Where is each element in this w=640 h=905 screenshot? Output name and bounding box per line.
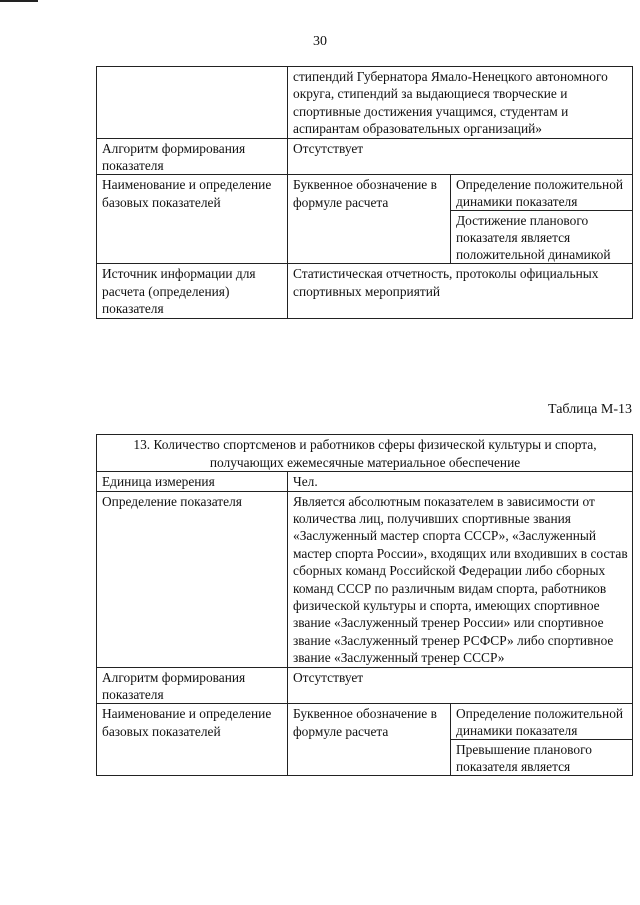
- unit-label: Единица измерения: [97, 472, 288, 491]
- indicator-title: 13. Количество спортсменов и работников сферы физической культуры и спорта, получающих ежемесячные материальное обеспечение: [97, 435, 633, 472]
- table-row: [97, 472, 633, 491]
- table-row: [97, 138, 633, 175]
- table-row: [97, 435, 633, 472]
- algorithm-value: Отсутствует: [288, 667, 633, 704]
- letter-designation-label: Буквенное обозначение в формуле расчета: [288, 704, 451, 776]
- base-indicator-definition: Определение положительной динамики показателя: [451, 175, 633, 211]
- indicator-table-continued: [96, 66, 633, 319]
- unit-value: Чел.: [288, 472, 633, 491]
- page-number: 30: [313, 34, 327, 49]
- source-label: Источник информации для расчета (определения) показателя: [97, 264, 288, 318]
- table-row: [97, 67, 633, 139]
- definition-value: Является абсолютным показателем в зависимости от количества лиц, получивших спортивные звания «Заслуженный мастер спорта СССР», «Заслуженный мастер спорта России», входящих или входивших в состав сборных команд Российской Федерации либо сборных команд СССР по различным видам спорта, работников физической культуры и спорта, имеющих спортивное звание «Заслуженный тренер России» или спортивное звание «Заслуженный тренер РСФСР» либо спортивное звание «Заслуженный тренер СССР»: [288, 491, 633, 667]
- algorithm-value: Отсутствует: [288, 138, 633, 175]
- source-value: Статистическая отчетность, протоколы официальных спортивных мероприятий: [288, 264, 633, 318]
- base-indicators-label: Наименование и определение базовых показателей: [97, 704, 288, 776]
- definition-label: Определение показателя: [97, 491, 288, 667]
- table-caption: Таблица М-13: [548, 402, 632, 417]
- scholarship-text-cell: стипендий Губернатора Ямало-Ненецкого автономного округа, стипендий за выдающиеся творческие и спортивные достижения учащимся, студентам и аспирантам образовательных организаций»: [288, 67, 633, 139]
- table-row: [97, 667, 633, 704]
- table-row: [97, 704, 633, 740]
- indicator-table-m13: [96, 434, 633, 776]
- algorithm-label: Алгоритм формирования показателя: [97, 667, 288, 704]
- table-row: [97, 264, 633, 318]
- letter-designation-label: Буквенное обозначение в формуле расчета: [288, 175, 451, 264]
- table-row: [97, 175, 633, 211]
- table-row: [97, 491, 633, 667]
- base-indicator-exceeding: Превышение планового показателя является: [451, 740, 633, 776]
- scan-corner-mark: [0, 0, 38, 2]
- algorithm-label: Алгоритм формирования показателя: [97, 138, 288, 175]
- table-cell-empty: [97, 67, 288, 139]
- base-indicator-achievement: Достижение планового показателя является положительной динамикой: [451, 211, 633, 264]
- base-indicators-label: Наименование и определение базовых показателей: [97, 175, 288, 264]
- base-indicator-definition: Определение положительной динамики показателя: [451, 704, 633, 740]
